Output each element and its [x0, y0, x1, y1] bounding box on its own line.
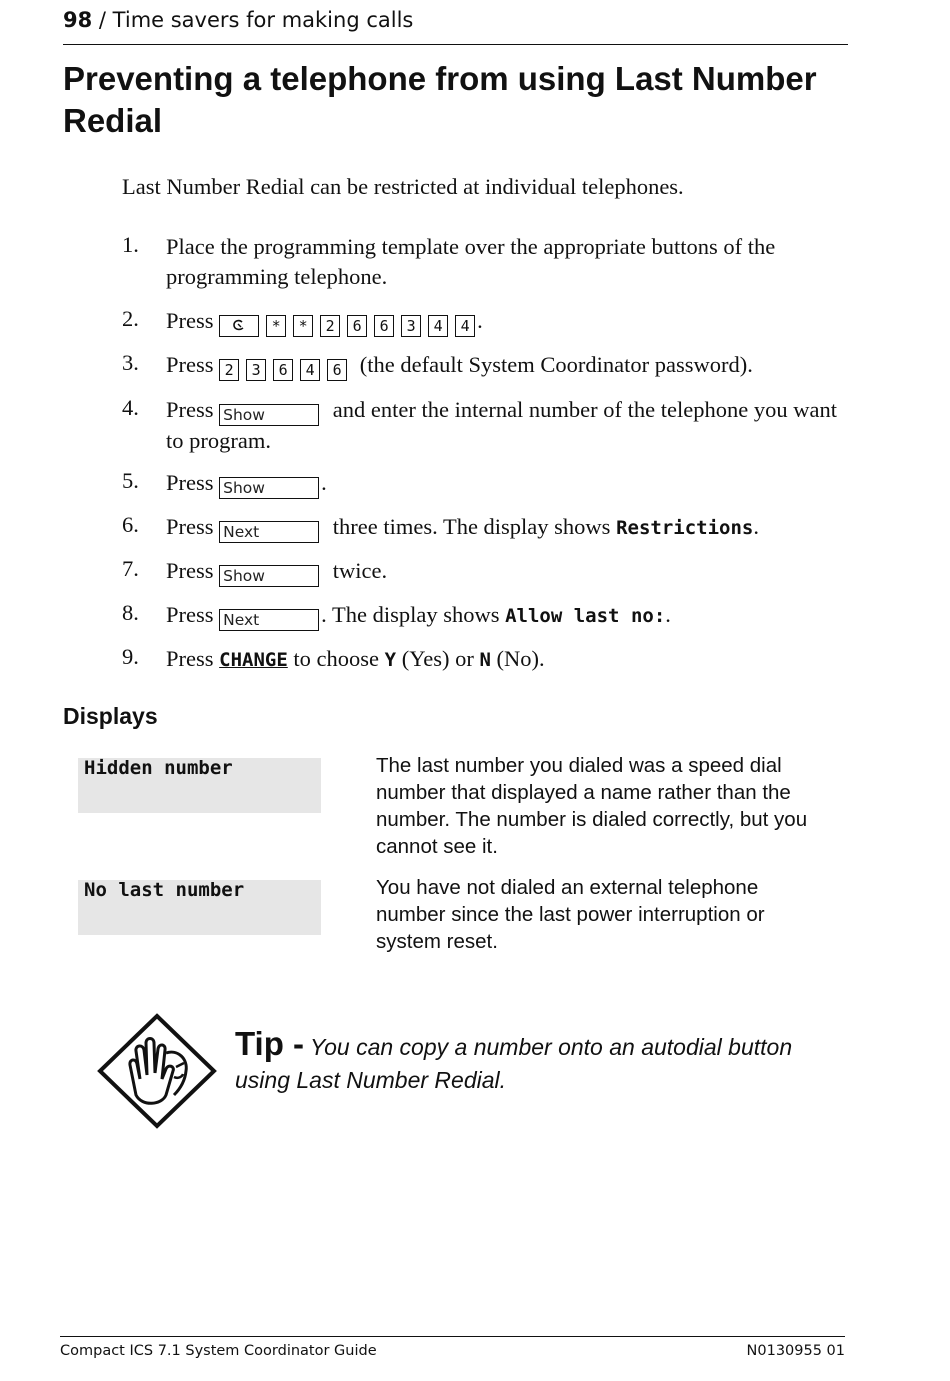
- display-text: Restrictions: [616, 517, 754, 539]
- step-text: three times. The display shows: [332, 514, 611, 539]
- display-text: Allow last no:: [505, 605, 666, 627]
- show-softkey: Show: [219, 404, 319, 426]
- step-text: to choose: [293, 646, 380, 671]
- press-label: Press: [166, 514, 214, 539]
- footer-doc-number: N0130955 01: [746, 1343, 845, 1359]
- step-text: . The display shows: [321, 602, 500, 627]
- dial-key: 3: [246, 359, 266, 381]
- change-display-key: CHANGE: [219, 649, 288, 671]
- page-number: 98: [63, 8, 93, 32]
- next-softkey: Next: [219, 609, 319, 631]
- step-end: .: [665, 602, 671, 627]
- step-end: .: [477, 308, 483, 333]
- intro-text: Last Number Redial can be restricted at individual telephones.: [122, 174, 684, 199]
- press-label: Press: [166, 558, 214, 583]
- next-softkey: Next: [219, 521, 319, 543]
- lcd-display: Hidden number: [78, 758, 321, 813]
- step-number: 1.: [122, 232, 139, 257]
- tip-text: You can copy a number onto an autodial button using Last Number Redial.: [235, 1034, 793, 1093]
- page-title: Preventing a telephone from using Last Number Redial: [63, 60, 817, 139]
- footer-guide-title: Compact ICS 7.1 System Coordinator Guide: [60, 1343, 377, 1359]
- displays-heading: Displays: [63, 703, 158, 729]
- dial-key: *: [293, 315, 313, 337]
- step-number: 8.: [122, 600, 139, 625]
- dial-key: 2: [320, 315, 340, 337]
- dial-key: 6: [273, 359, 293, 381]
- step-number: 4.: [122, 395, 139, 420]
- press-label: Press: [166, 397, 214, 422]
- dial-key: *: [266, 315, 286, 337]
- step-number: 2.: [122, 306, 139, 331]
- dial-key: 6: [374, 315, 394, 337]
- lcd-display: No last number: [78, 880, 321, 935]
- tip-box: [235, 1027, 845, 1097]
- dial-key: 4: [428, 315, 448, 337]
- press-label: Press: [166, 352, 214, 377]
- dial-key: 4: [300, 359, 320, 381]
- step-text: Place the programming template over the appropriate buttons of the programming telephone.: [166, 234, 776, 289]
- display-description: The last number you dialed was a speed dial number that displayed a name rather than the number. The number is dialed correctly, but you cannot see it.: [376, 754, 808, 858]
- feature-icon: [231, 319, 247, 333]
- step-end: .: [321, 470, 327, 495]
- dial-key: 6: [347, 315, 367, 337]
- press-label: Press: [166, 646, 214, 671]
- dial-key: 6: [327, 359, 347, 381]
- step-number: 7.: [122, 556, 139, 581]
- show-softkey: Show: [219, 565, 319, 587]
- feature-key: [219, 315, 259, 337]
- section-title: / Time savers for making calls: [98, 8, 414, 32]
- tip-label: Tip -: [235, 1025, 305, 1062]
- press-label: Press: [166, 308, 214, 333]
- option-n: N: [479, 649, 491, 671]
- press-label: Press: [166, 602, 214, 627]
- step-number: 3.: [122, 350, 139, 375]
- press-label: Press: [166, 470, 214, 495]
- step-number: 6.: [122, 512, 139, 537]
- dial-key: 2: [219, 359, 239, 381]
- dial-key: 4: [455, 315, 475, 337]
- page-header: [63, 8, 848, 45]
- step-text: (the default System Coordinator password).: [359, 352, 753, 377]
- show-softkey: Show: [219, 477, 319, 499]
- tip-hand-icon: [96, 1013, 218, 1129]
- page-footer: [60, 1336, 845, 1359]
- step-text: twice.: [332, 558, 388, 583]
- display-description: You have not dialed an external telephone number since the last power interruption or system reset.: [376, 876, 765, 953]
- yes-text: (Yes) or: [401, 646, 474, 671]
- step-end: .: [753, 514, 759, 539]
- step-text: and enter the internal number of the telephone you want to program.: [166, 397, 837, 453]
- no-text: (No).: [496, 646, 545, 671]
- dial-key: 3: [401, 315, 421, 337]
- option-y: Y: [384, 649, 397, 671]
- step-number: 5.: [122, 468, 139, 493]
- step-number: 9.: [122, 644, 139, 669]
